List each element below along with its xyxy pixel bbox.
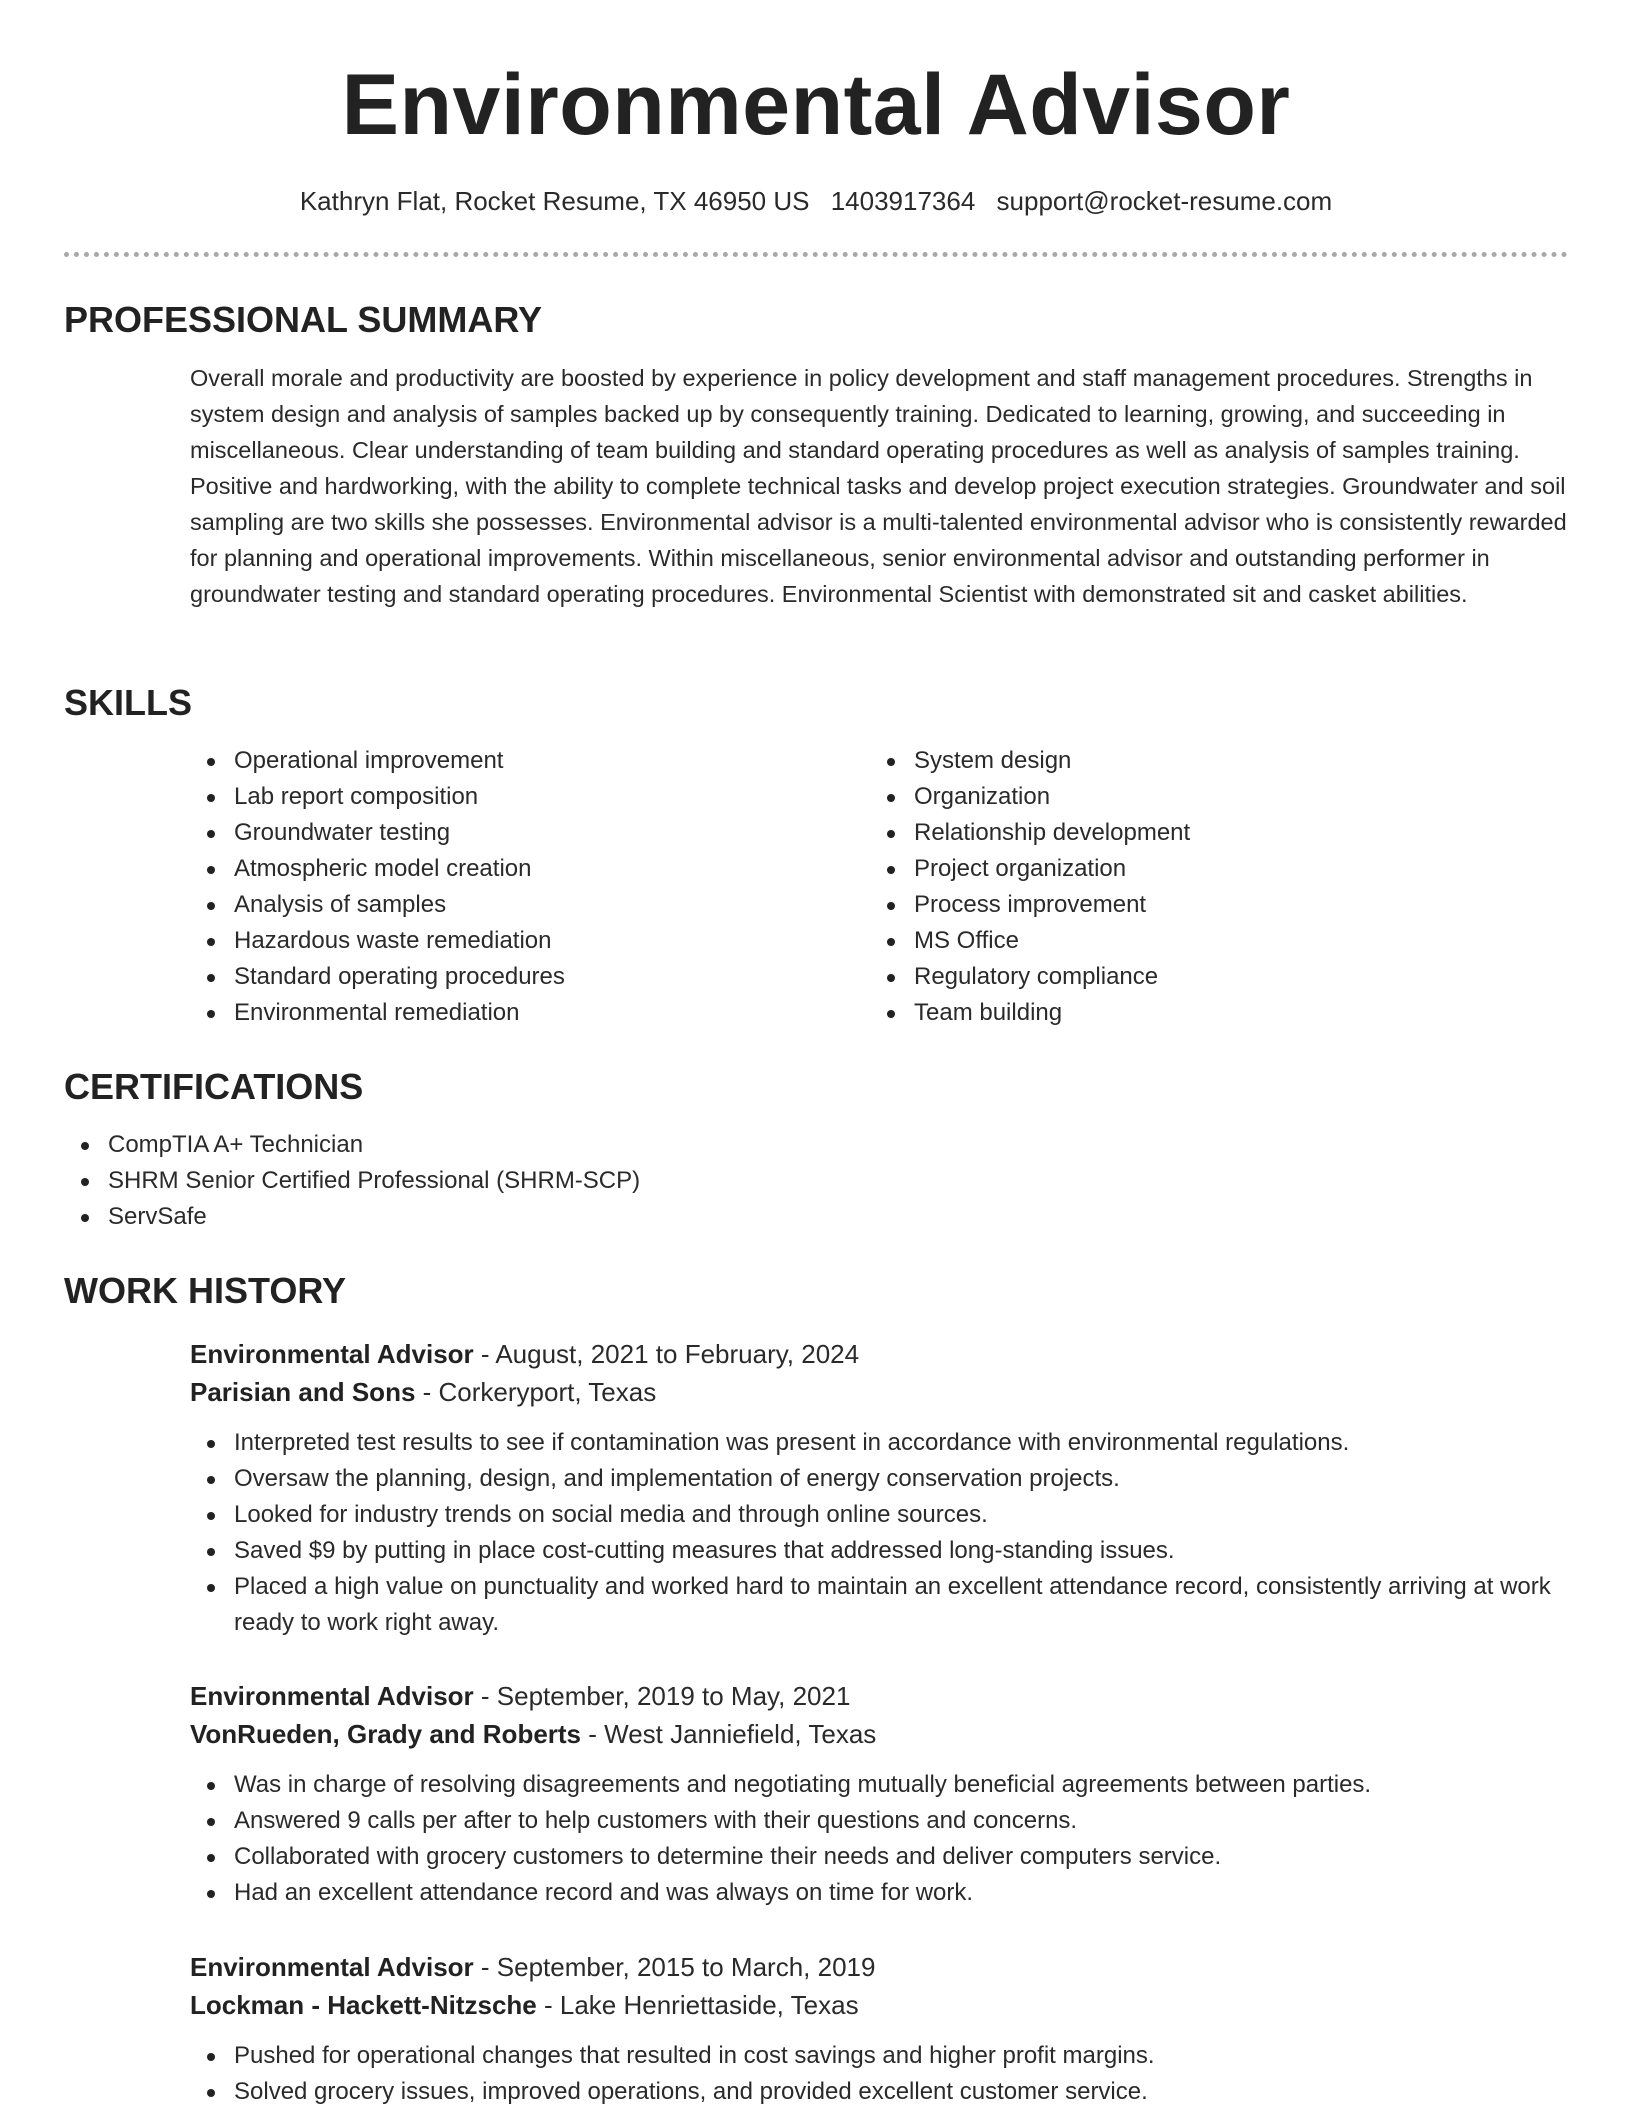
list-item: Saved $9 by putting in place cost-cutting measures that addressed long-standing issues. [190,1533,1568,1569]
job-entry [64,1335,1568,1641]
list-item: Team building [870,995,1550,1031]
job-company-line [190,1373,1568,1411]
list-item: Environmental remediation [190,995,870,1031]
job-title-line [190,1677,1568,1715]
list-item: SHRM Senior Certified Professional (SHRM-SCP) [64,1163,1568,1199]
list-item: Atmospheric model creation [190,851,870,887]
list-item: Project organization [870,851,1550,887]
job-company: VonRueden, Grady and Roberts [190,1719,582,1749]
list-item: MS Office [870,923,1550,959]
job-bullets [190,1425,1568,1641]
list-item: Groundwater testing [190,815,870,851]
job-role: Environmental Advisor [190,1681,474,1711]
list-item: Operational improvement [190,743,870,779]
resume-page [64,0,1568,2105]
resume-name: Environmental Advisor [341,57,1291,153]
job-role: Environmental Advisor [190,1952,474,1982]
job-bullets [190,1767,1568,1911]
job-title-line [190,1335,1568,1373]
list-item: Placed a high value on punctuality and worked hard to maintain an excellent attendance record, consistently arriving at work ready to work right away. [190,1569,1568,1641]
summary-title: PROFESSIONAL SUMMARY [64,299,543,340]
certifications-title: CERTIFICATIONS [64,1066,364,1107]
list-item: Regulatory compliance [870,959,1550,995]
job-role: Environmental Advisor [190,1339,474,1369]
list-item: Answered 9 calls per after to help customers with their questions and concerns. [190,1803,1568,1839]
job-dates: - September, 2019 to May, 2021 [473,1681,851,1711]
list-item: Had an excellent attendance record and was always on time for work. [190,1875,1568,1911]
list-item: Analysis of samples [190,887,870,923]
job-dates: - August, 2021 to February, 2024 [473,1339,860,1369]
job-company: Parisian and Sons [190,1377,416,1407]
list-item: System design [870,743,1550,779]
job-bullets [190,2038,1568,2110]
list-item: Was in charge of resolving disagreements and negotiating mutually beneficial agreements between parties. [190,1767,1568,1803]
list-item: Oversaw the planning, design, and implementation of energy conservation projects. [190,1461,1568,1497]
list-item: Hazardous waste remediation [190,923,870,959]
contact-address: Kathryn Flat, Rocket Resume, TX 46950 US [299,186,810,216]
skills-columns [190,743,1568,1031]
job-dates: - September, 2015 to March, 2019 [473,1952,876,1982]
list-item: Pushed for operational changes that resulted in cost savings and higher profit margins. [190,2038,1568,2074]
list-item: CompTIA A+ Technician [64,1127,1568,1163]
skills-section [64,681,1568,1031]
job-location: - West Janniefield, Texas [581,1719,877,1749]
job-location: - Lake Henriettaside, Texas [536,1990,859,2020]
job-entry [64,1677,1568,1911]
job-entry [64,1948,1568,2110]
list-item: ServSafe [64,1199,1568,1235]
skills-list-left [190,743,870,1031]
job-company: Lockman - Hackett-Nitzsche [190,1990,537,2020]
contact-phone: 1403917364 [830,186,976,216]
job-company-line [190,1986,1568,2024]
contact-line [64,184,1568,218]
skills-title: SKILLS [64,682,193,723]
list-item: Interpreted test results to see if contamination was present in accordance with environmental regulations. [190,1425,1568,1461]
skills-list-right [870,743,1550,1031]
list-item: Looked for industry trends on social media and through online sources. [190,1497,1568,1533]
job-location: - Corkeryport, Texas [415,1377,657,1407]
list-item: Collaborated with grocery customers to determine their needs and deliver computers service. [190,1839,1568,1875]
job-company-line [190,1715,1568,1753]
list-item: Relationship development [870,815,1550,851]
list-item: Lab report composition [190,779,870,815]
summary-section [64,298,1568,612]
header-divider [64,252,1568,257]
certifications-list [64,1127,1568,1235]
list-item: Process improvement [870,887,1550,923]
work-title: WORK HISTORY [64,1270,347,1311]
list-item: Solved grocery issues, improved operations, and provided excellent customer service. [190,2074,1568,2110]
work-section [64,1269,1568,1313]
summary-text: Overall morale and productivity are boosted by experience in policy development and staff management procedures. Strengths in system design and analysis of samples backed up by consequently training. Dedicated to learning, growing, and succeeding in miscellaneous. Clear understanding of team building and standard operating procedures as well as analysis of samples training. Positive and hardworking, with the ability to complete technical tasks and develop project execution strategies. Groundwater and soil sampling are two skills she possesses. Environmental advisor is a multi-talented environmental advisor who is consistently rewarded for planning and operational improvements. Within miscellaneous, senior environmental advisor and outstanding performer in groundwater testing and standard operating procedures. Environmental Scientist with demonstrated sit and casket abilities. [190,365,1567,607]
list-item: Organization [870,779,1550,815]
job-title-line [190,1948,1568,1986]
certifications-section [64,1065,1568,1235]
list-item: Standard operating procedures [190,959,870,995]
contact-email: support@rocket-resume.com [996,186,1333,216]
